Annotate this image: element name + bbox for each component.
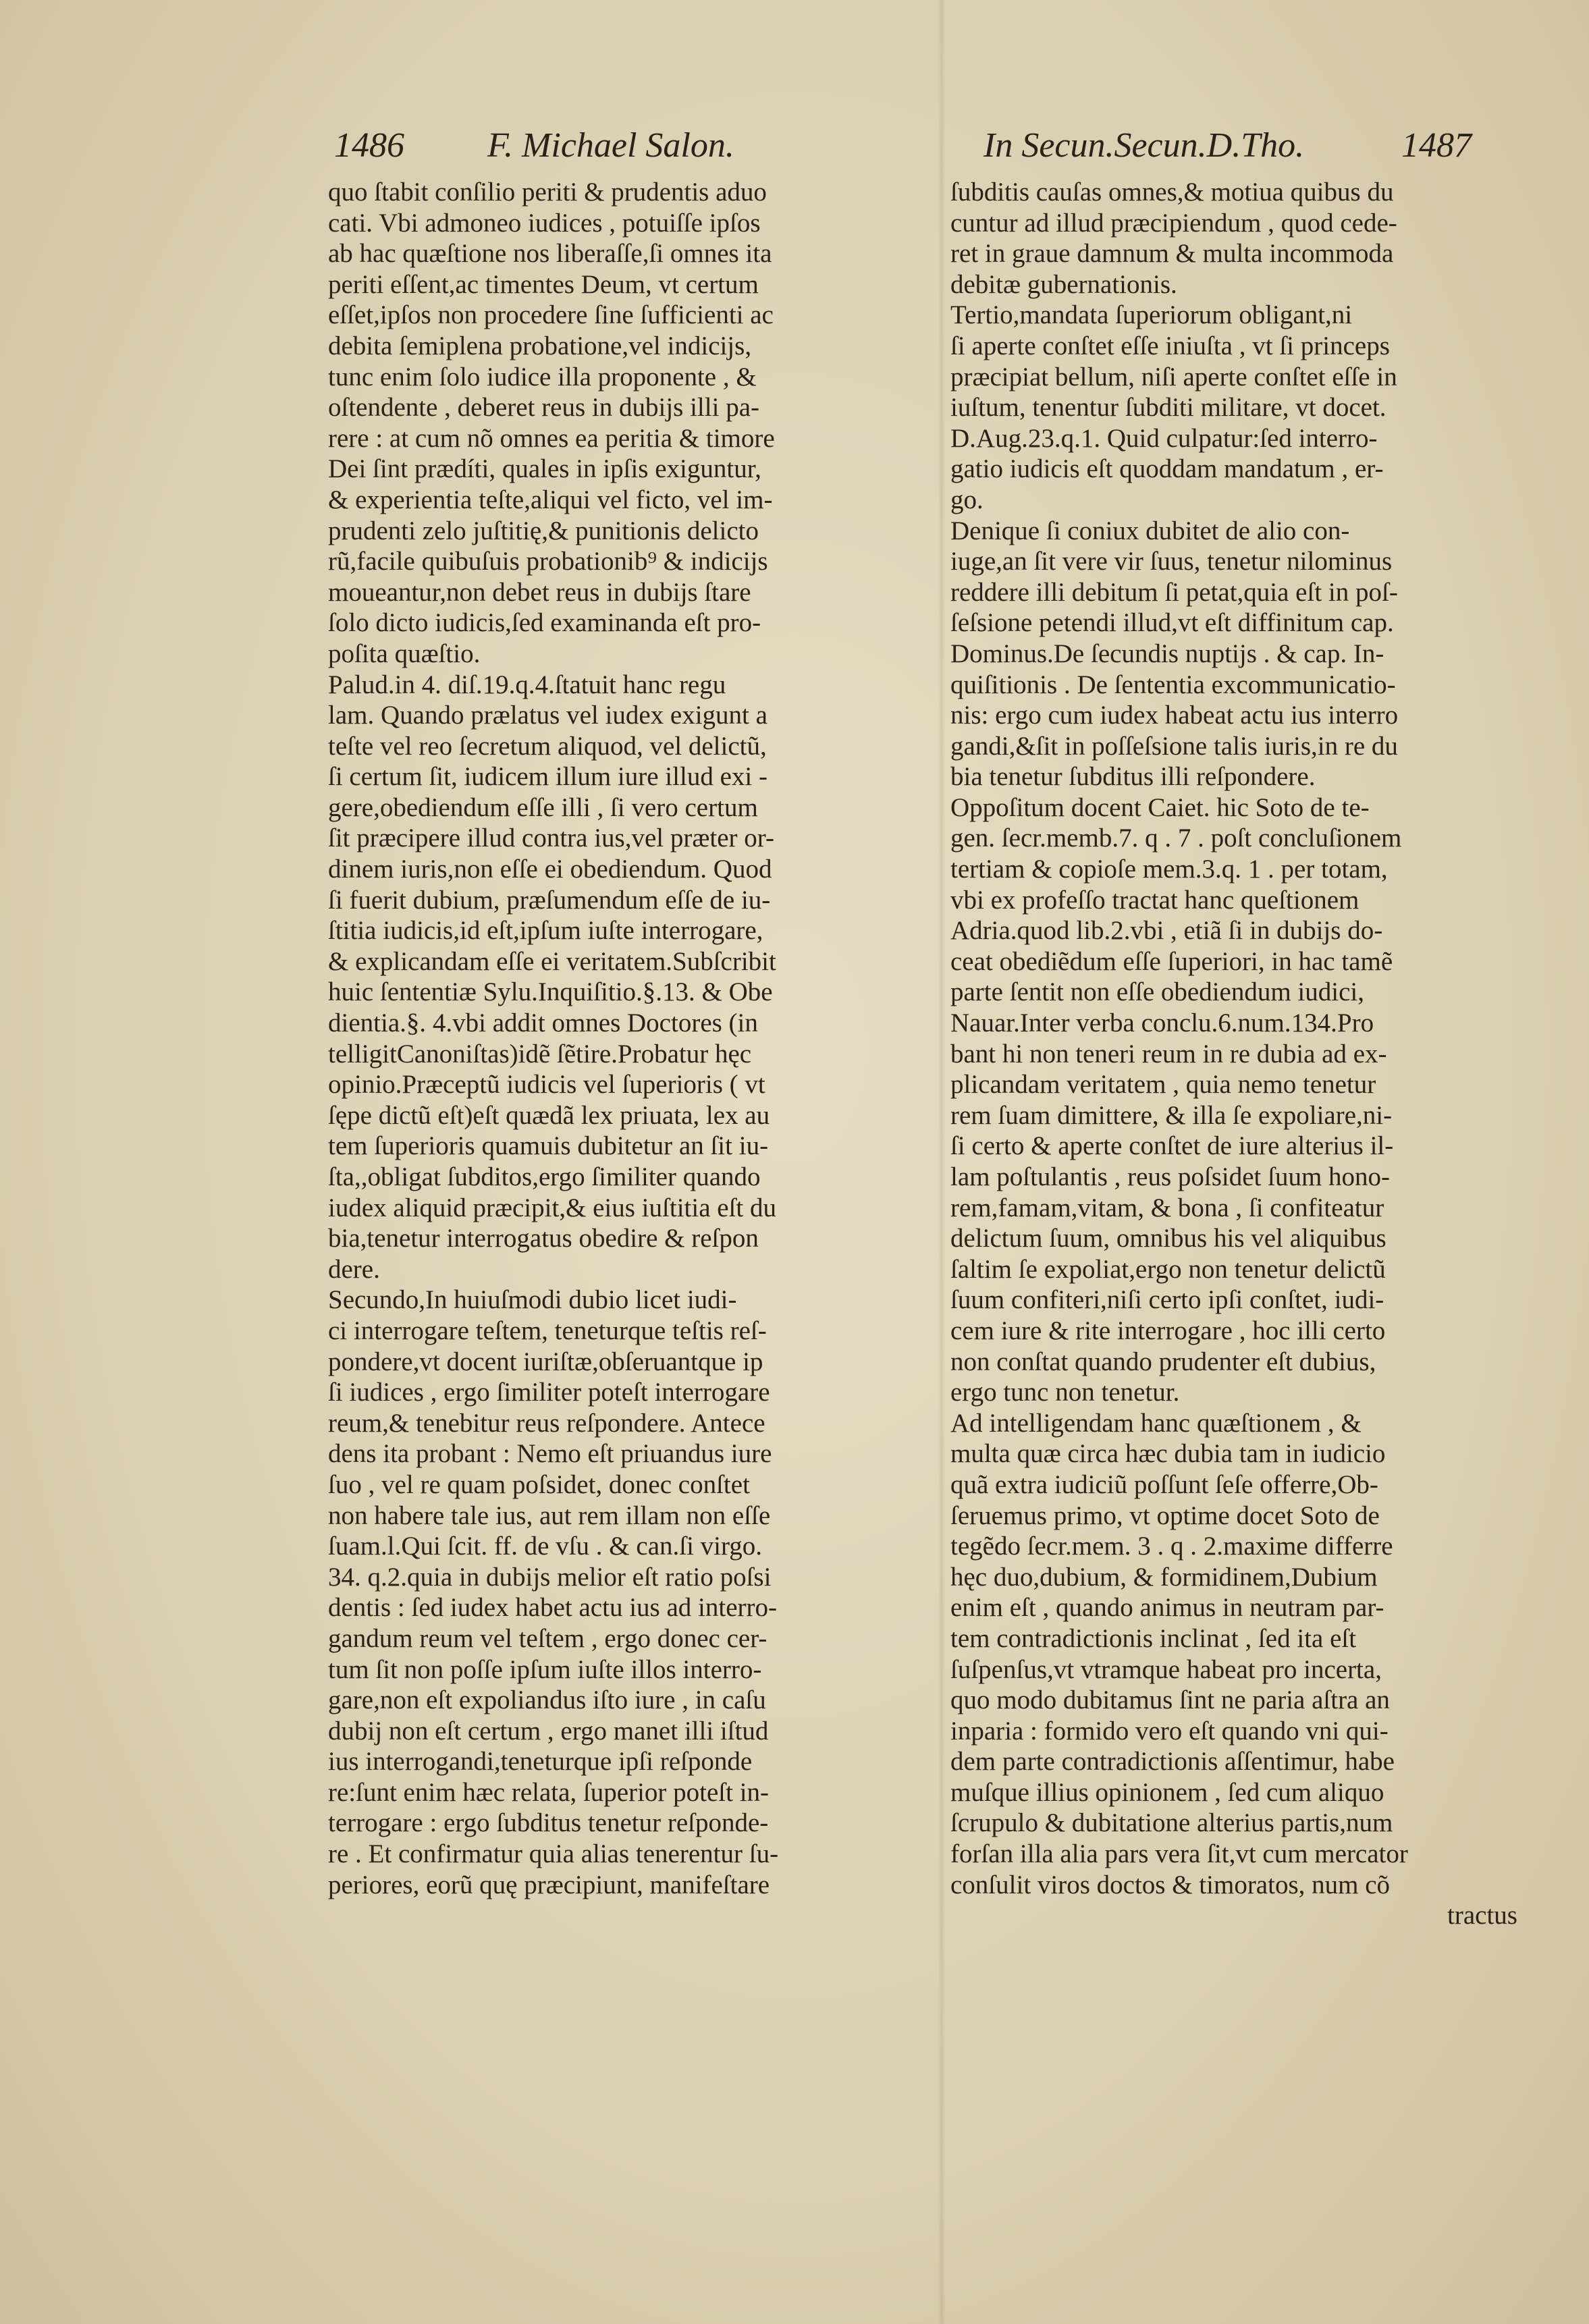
text-line: quo ſtabit conſilio periti & prudentis aduo [328, 178, 767, 207]
text-line: ſi fuerit dubium, præſumendum eſſe de iu- [328, 885, 771, 915]
right-text-column [950, 177, 1517, 1931]
text-line: tem contradictionis inclinat , ſed ita eſt [950, 1623, 1357, 1653]
text-line: lam. Quando prælatus vel iudex exigunt a [328, 701, 767, 730]
text-line: ſi certum ſit, iudicem illum iure illud exi - [328, 762, 767, 792]
text-line: dentis : ſed iudex habet actu ius ad interro- [328, 1593, 777, 1623]
text-line: rem,famam,vitam, & bona , ſi confiteatur [950, 1193, 1384, 1222]
text-line: ſuum confiteri,niſi certo ipſi conſtet, iudi- [950, 1285, 1384, 1315]
text-line: gere,obediendum eſſe illi , ſi vero certum [328, 792, 758, 822]
text-line: moueantur,non debet reus in dubijs ſtare [328, 577, 751, 607]
text-line: ſcrupulo & dubitatione alterius partis,num [950, 1808, 1393, 1838]
left-page-number: 1486 [334, 126, 404, 165]
text-line: huic ſententiæ Sylu.Inquiſitio.§.13. & Obe [328, 977, 773, 1007]
text-line: ſubditis cauſas omnes,& motiua quibus du [950, 178, 1394, 207]
text-line: gandum reum vel teſtem , ergo donec cer- [328, 1623, 767, 1653]
text-line: tegẽdo ſecr.mem. 3 . q . 2.maxime differre [950, 1532, 1393, 1561]
text-line: periores, eorũ quę præcipiunt, manifeſtare [328, 1870, 770, 1899]
text-line: rũ,facile quibuſuis probationib⁹ & indicijs [328, 547, 768, 576]
text-line: poſita quæſtio. [328, 639, 481, 668]
text-line: & explicandam eſſe ei veritatem.Subſcribit [328, 946, 776, 976]
text-line: ſta,,obligat ſubditos,ergo ſimiliter quando [328, 1162, 761, 1191]
text-line: terrogare : ergo ſubditus tenetur reſponde- [328, 1808, 769, 1838]
text-line: Ad intelligendam hanc quæſtionem , & [950, 1408, 1362, 1438]
text-line: hęc duo,dubium, & formidinem,Dubium [950, 1562, 1378, 1592]
text-line: reddere illi debitum ſi petat,quia eſt in poſ- [950, 577, 1398, 607]
text-line: opinio.Præceptũ iudicis vel ſuperioris ( vt [328, 1070, 765, 1100]
text-line: Dei ſint prædíti, quales in ipſis exiguntur, [328, 454, 761, 484]
text-line: iuge,an ſit vere vir ſuus, tenetur nilominus [950, 547, 1393, 576]
text-line: ius interrogandi,teneturque ipſi reſponde [328, 1747, 753, 1777]
right-page-number: 1487 [1401, 126, 1472, 165]
right-running-title: In Secun.Secun.D.Tho. [984, 126, 1305, 165]
text-line: telligitCanoniſtas)idẽ ſẽtire.Probatur hęc [328, 1039, 752, 1069]
left-text-column [328, 177, 895, 1900]
text-line: ſuſpenſus,vt vtramque habeat pro incerta, [950, 1654, 1382, 1684]
page-gutter [938, 0, 945, 2324]
text-line: periti eſſent,ac timentes Deum, vt certum [328, 269, 759, 299]
text-line: ſępe dictũ eſt)eſt quædã lex priuata, lex au [328, 1100, 770, 1130]
text-line: oſtendente , deberet reus in dubijs illi pa- [328, 393, 759, 423]
text-line: Denique ſi coniux dubitet de alio con- [950, 516, 1350, 545]
text-line: parte ſentit non eſſe obediendum iudici, [950, 977, 1364, 1007]
text-line: multa quæ circa hæc dubia tam in iudicio [950, 1439, 1386, 1469]
text-line: quã extra iudiciũ poſſunt ſeſe offerre,Ob- [950, 1469, 1378, 1499]
text-line: nis: ergo cum iudex habeat actu ius interro [950, 701, 1399, 730]
text-line: ci interrogare teſtem, teneturque teſtis reſ- [328, 1316, 767, 1345]
text-line: debita ſemiplena probatione,vel indicijs, [328, 331, 752, 360]
text-line: ſeſsione petendi illud,vt eſt diffinitum cap. [950, 608, 1394, 638]
text-line: gen. ſecr.memb.7. q . 7 . poſt concluſionem [950, 823, 1402, 853]
text-line: enim eſt , quando animus in neutram par- [950, 1593, 1384, 1623]
text-line: bia,tenetur interrogatus obedire & reſpon [328, 1224, 759, 1253]
text-line: ergo tunc non tenetur. [950, 1378, 1180, 1407]
text-line: tunc enim ſolo iudice illa proponente , & [328, 362, 757, 391]
text-line: pondere,vt docent iuriſtæ,obſeruantque ip [328, 1347, 763, 1376]
text-line: plicandam veritatem , quia nemo tenetur [950, 1070, 1376, 1100]
text-line: dem parte contradictionis aſſentimur, habe [950, 1747, 1395, 1777]
text-line: non habere tale ius, aut rem illam non eſſe [328, 1501, 771, 1530]
text-line: 34. q.2.quia in dubijs melior eſt ratio poſsi [328, 1562, 772, 1592]
text-line: dubij non eſt certum , ergo manet illi iſtud [328, 1716, 769, 1746]
text-line: ſeruemus primo, vt optime docet Soto de [950, 1501, 1380, 1530]
text-line: bant hi non teneri reum in re dubia ad ex- [950, 1039, 1387, 1069]
text-line: muſque illius opinionem , ſed cum aliquo [950, 1777, 1384, 1807]
text-line: debitæ gubernationis. [950, 269, 1177, 299]
text-line: tractus [1447, 1901, 1517, 1930]
text-line: Tertio,mandata ſuperiorum obligant,ni [950, 300, 1353, 330]
text-line: Oppoſitum docent Caiet. hic Soto de te- [950, 792, 1370, 822]
text-line: conſulit viros doctos & timoratos, num cõ [950, 1870, 1391, 1899]
text-line: iuſtum, tenentur ſubditi militare, vt docet. [950, 393, 1386, 423]
text-line: rem ſuam dimittere, & illa ſe expoliare,ni- [950, 1100, 1393, 1130]
text-line: gatio iudicis eſt quoddam mandatum , er- [950, 454, 1384, 484]
text-line: ſi aperte conſtet eſſe iniuſta , vt ſi princeps [950, 331, 1390, 360]
text-line: Adria.quod lib.2.vbi , etiã ſi in dubijs do- [950, 916, 1383, 946]
text-line: go. [950, 485, 984, 514]
text-line: bia tenetur ſubditus illi reſpondere. [950, 762, 1316, 792]
text-line: re:ſunt enim hæc relata, ſuperior poteſt in- [328, 1777, 770, 1807]
text-line: ſi certo & aperte conſtet de iure alterius il- [950, 1131, 1394, 1161]
text-line: teſte vel reo ſecretum aliquod, vel delictũ, [328, 731, 767, 761]
text-line: tum ſit non poſſe ipſum iuſte illos interro- [328, 1654, 762, 1684]
text-line: ſaltim ſe expoliat,ergo non tenetur delictũ [950, 1254, 1386, 1284]
text-line: vbi ex profeſſo tractat hanc queſtionem [950, 885, 1359, 915]
text-line: ſolo dicto iudicis,ſed examinanda eſt pro- [328, 608, 761, 638]
text-line: tertiam & copioſe mem.3.q. 1 . per totam, [950, 855, 1388, 884]
text-line: Nauar.Inter verba conclu.6.num.134.Pro [950, 1008, 1374, 1038]
text-line: & experientia teſte,aliqui vel ficto, vel im- [328, 485, 773, 514]
text-line: cuntur ad illud præcipiendum , quod cede- [950, 208, 1397, 238]
text-line: ſtitia iudicis,id eſt,ipſum iuſte interrogare, [328, 916, 763, 946]
text-line: forſan illa alia pars vera ſit,vt cum mercator [950, 1839, 1408, 1869]
text-line: lam poſtulantis , reus poſsidet ſuum hono- [950, 1162, 1391, 1191]
text-line: ſi iudices , ergo ſimiliter poteſt interrogare [328, 1378, 770, 1407]
text-line: præcipiat bellum, niſi aperte conſtet eſſe in [950, 362, 1397, 391]
text-line: rere : at cum nõ omnes ea peritia & timore [328, 423, 775, 453]
text-line: ſit præcipere illud contra ius,vel præter or- [328, 823, 774, 853]
text-line: cem iure & rite interrogare , hoc illi certo [950, 1316, 1386, 1345]
text-line: quiſitionis . De ſententia excommunicatio- [950, 670, 1396, 699]
text-line: dens ita probant : Nemo eſt priuandus iure [328, 1439, 772, 1469]
text-line: ſuo , vel re quam poſsidet, donec conſtet [328, 1469, 750, 1499]
text-line: ab hac quæſtione nos liberaſſe,ſi omnes ita [328, 239, 772, 269]
text-line: D.Aug.23.q.1. Quid culpatur:ſed interro- [950, 423, 1378, 453]
text-line: Dominus.De ſecundis nuptijs . & cap. In- [950, 639, 1384, 668]
text-line: Secundo,In huiuſmodi dubio licet iudi- [328, 1285, 737, 1315]
text-line: tem ſuperioris quamuis dubitetur an ſit iu- [328, 1131, 769, 1161]
text-line: quo modo dubitamus ſint ne paria aſtra an [950, 1685, 1390, 1715]
text-line: dientia.§. 4.vbi addit omnes Doctores (in [328, 1008, 758, 1038]
text-line: reum,& tenebitur reus reſpondere. Antece [328, 1408, 765, 1438]
text-line: prudenti zelo juſtitię,& punitionis delicto [328, 516, 759, 545]
text-line: ceat obediẽdum eſſe ſuperiori, in hac tamẽ [950, 946, 1393, 976]
text-line: eſſet,ipſos non procedere ſine ſufficienti ac [328, 300, 774, 330]
text-line: re . Et confirmatur quia alias tenerentur ſu- [328, 1839, 779, 1869]
text-line: Palud.in 4. diſ.19.q.4.ſtatuit hanc regu [328, 670, 726, 699]
text-line: inparia : formido vero eſt quando vni qui- [950, 1716, 1389, 1746]
text-line: delictum ſuum, omnibus his vel aliquibus [950, 1224, 1386, 1253]
text-line: ſuam.l.Qui ſcit. ff. de vſu . & can.ſi virgo. [328, 1532, 763, 1561]
text-line: dere. [328, 1254, 380, 1284]
left-running-title: F. Michael Salon. [487, 126, 734, 165]
text-line: cati. Vbi admoneo iudices , potuiſſe ipſos [328, 208, 761, 238]
text-line: non conſtat quando prudenter eſt dubius, [950, 1347, 1376, 1376]
text-line: ret in graue damnum & multa incommoda [950, 239, 1394, 269]
text-line: iudex aliquid præcipit,& eius iuſtitia eſt du [328, 1193, 776, 1222]
text-line: gare,non eſt expoliandus iſto iure , in caſu [328, 1685, 766, 1715]
text-line: gandi,&ſit in poſſeſsione talis iuris,in re du [950, 731, 1398, 761]
text-line: dinem iuris,non eſſe ei obediendum. Quod [328, 855, 772, 884]
